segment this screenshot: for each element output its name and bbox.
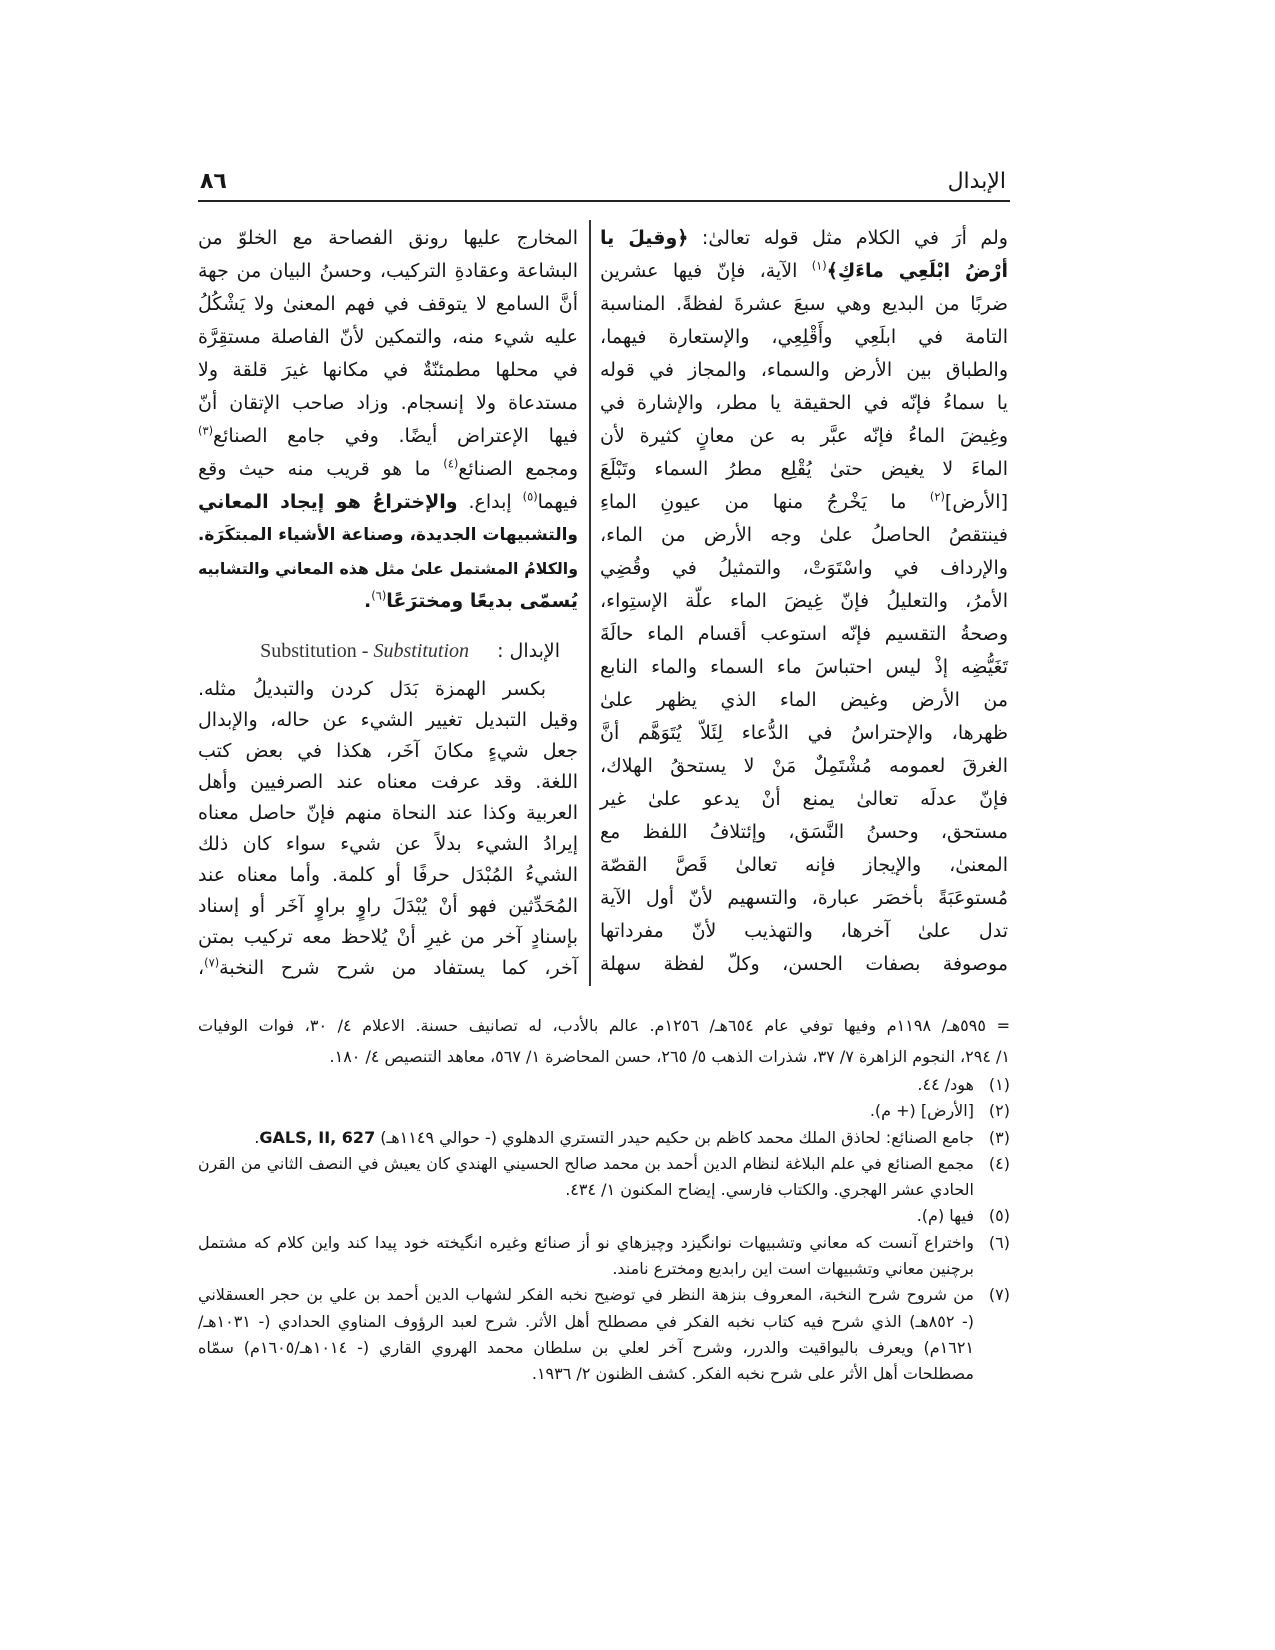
text-run: موصوفة بصفات الحسن، وكلّ لفظة سهلة xyxy=(600,953,1008,975)
text-line xyxy=(198,829,578,860)
line-content xyxy=(198,525,578,545)
line-content xyxy=(198,740,578,762)
line-content xyxy=(600,326,1008,348)
footnote-marker: (١) xyxy=(988,1075,1010,1094)
running-title: الإبدال xyxy=(947,169,1006,194)
line-content xyxy=(198,458,578,480)
text-run: وغِيضَ الماءُ فإنّه عبَّر به عن معانٍ كثيرة لأن xyxy=(600,425,1008,447)
text-run: العربية وكذا عند النحاة منهم فإنّ حاصل معناه xyxy=(198,802,578,824)
text-run: تَغَيُّضِه إذْ ليس احتباسَ ماء السماء والماء النابع xyxy=(600,656,1008,678)
text-run: ، xyxy=(198,957,205,979)
line-content xyxy=(254,1128,974,1147)
text-run: جعل شيءٍ مكانَ آخَر، هكذا في بعض كتب xyxy=(198,740,578,762)
text-line xyxy=(198,891,578,922)
text-line xyxy=(198,1309,974,1335)
bold-text: يُسمّى بديعًا ومخترَعًا xyxy=(386,590,578,612)
footnote-body xyxy=(198,1098,974,1124)
line-content xyxy=(600,557,1008,579)
text-line xyxy=(600,750,1008,783)
text-run: هود/ ٤٤. xyxy=(917,1075,974,1094)
line-content xyxy=(600,359,1008,381)
line-content xyxy=(198,559,578,578)
text-run: واختراع آنست كه معاني وتشبيهات نوانگيزد وچيزهاي نو أز صنائع وغيره انگيخته خود پيدا كند واين كلام كه مشتمل xyxy=(198,1232,974,1252)
text-line xyxy=(198,222,578,255)
text-line xyxy=(198,321,578,354)
line-content xyxy=(198,709,578,731)
text-line xyxy=(198,1282,974,1308)
footnote-marker: (٦) xyxy=(988,1232,1010,1252)
line-content xyxy=(917,1075,974,1094)
bold-text: . xyxy=(364,590,372,612)
line-content xyxy=(198,678,546,700)
text-run: [الأرض] xyxy=(944,491,1008,513)
text-run: الأمرُ، والتعليلُ فإنّ غِيضَ الماء علّة الإستِواء، xyxy=(600,590,1008,612)
line-content xyxy=(532,1364,974,1383)
line-content xyxy=(198,864,578,886)
line-content xyxy=(600,590,1008,612)
text-line xyxy=(198,767,578,798)
english-term-italic: Substitution xyxy=(373,640,470,662)
text-line xyxy=(198,953,578,984)
text-line xyxy=(600,420,1008,453)
line-content xyxy=(198,491,578,513)
text-run: فيهما xyxy=(537,491,578,513)
text-run: ما يَخْرجُ منها من عيونِ الماءِ xyxy=(600,491,930,513)
footnote-marker: (٢) xyxy=(988,1101,1010,1121)
footnote-marker: (٣) xyxy=(988,1127,1010,1147)
line-content xyxy=(600,656,1008,678)
text-run: . xyxy=(254,1127,260,1147)
footnote-body xyxy=(198,1151,974,1204)
text-line xyxy=(198,1256,974,1282)
line-content xyxy=(600,953,1008,975)
text-line xyxy=(198,1203,974,1229)
text-line xyxy=(600,618,1008,651)
line-content xyxy=(600,755,1008,777)
line-content xyxy=(198,227,578,249)
text-run: جامع الصنائع: لحاذق الملك محمد كاظم بن حكيم حيدر التستري الدهلوي (- حوالي ١١٤٩هـ) xyxy=(375,1127,974,1147)
footnote-marker: (٥) xyxy=(988,1206,1010,1226)
entry-heading xyxy=(198,634,578,668)
text-run: يا سماءُ فإنّه في الحقيقة يا مطر، والإشارة في xyxy=(600,392,1008,414)
line-content xyxy=(600,458,1008,480)
footnote-body xyxy=(198,1230,974,1283)
text-run: ما هو قريب منه حيث وقع xyxy=(198,458,444,480)
line-content xyxy=(198,1285,974,1304)
line-content xyxy=(198,359,578,381)
line-content xyxy=(600,392,1008,414)
bold-text: والتشبيهات الجديدة، وصناعة الأشياء المبتكَرَة. xyxy=(197,525,578,545)
text-line xyxy=(600,882,1008,915)
text-run: الشيءُ المُبْدَل حرفًا أو كلمة. وأما معناه عند xyxy=(198,864,578,886)
footnote xyxy=(198,1151,1010,1204)
text-run: برچنين معاني وتشبيهات است اين رابديع ومخترع نامند. xyxy=(612,1259,974,1279)
text-line xyxy=(600,354,1008,387)
footnote-continuation xyxy=(198,1010,1010,1072)
line-content xyxy=(198,833,578,855)
text-run: تدل علىٰ آخرها، والتهذيب لأنّ مفرداتها xyxy=(600,920,1008,942)
footnote-ref: (٤) xyxy=(443,456,459,471)
footnote-body xyxy=(198,1072,974,1098)
text-run: وقيل التبديل تغيير الشيء عن حاله، والإبدال xyxy=(198,709,578,731)
text-run: من شروح شرح النخبة، المعروف بنزهة النظر في توضيح نخبه الفكر لشهاب الدين أحمد بن علي بن حجر العسقلاني xyxy=(198,1285,974,1305)
column-divider xyxy=(589,220,591,986)
line-content xyxy=(330,1047,1010,1066)
footnote-ref: (٢) xyxy=(929,489,945,504)
line-content xyxy=(198,771,578,793)
line-content xyxy=(198,1233,974,1252)
text-line xyxy=(198,387,578,420)
text-run: والإرداف في واسْتَوَتْ، والتمثيلُ في وقُضِي xyxy=(600,557,1008,579)
text-run: الحادي عشر الهجري. والكتاب فارسي. إيضاح المكنون ١/ ٤٣٤. xyxy=(565,1180,974,1200)
text-run: عليه شيء منه، والتمكين لأنّ الفاصلة مستقِرَّة xyxy=(198,326,578,348)
line-content xyxy=(600,524,1008,546)
line-content xyxy=(600,722,1008,744)
text-run: مُستوعَبَةً بأخصَر عبارة، والتسهيم لأنّ أول الآية xyxy=(600,887,1008,909)
text-run: ضربًا من البديع وهي سبعَ عشرةَ لفظةً. المناسبة xyxy=(600,293,1008,315)
text-run: مستدعاة ولا إنسجام. وزاد صاحب الإتقان أنّ xyxy=(198,392,578,414)
english-term: Substitution xyxy=(260,640,357,662)
footnote xyxy=(198,1098,1010,1124)
line-content xyxy=(198,1312,974,1331)
text-line xyxy=(600,915,1008,948)
footnote-marker: (٤) xyxy=(988,1153,1010,1173)
text-line xyxy=(198,1361,974,1387)
left-column-bottom xyxy=(198,674,578,984)
text-run: الآية، فإنّ فيها عشرين xyxy=(600,260,812,282)
line-content xyxy=(198,1154,974,1173)
line-content xyxy=(198,326,578,348)
text-run: مستحق، وحسنُ النَّسَق، وإئتلافُ اللفظ مع xyxy=(600,821,1008,843)
bold-text: GALS, II, 627 xyxy=(259,1127,376,1147)
text-run: بكسر الهمزة بَدَل كردن والتبديلُ مثله. xyxy=(198,678,546,700)
text-run: فيها (م). xyxy=(916,1206,974,1226)
text-run: من الأرض وغيض الماء الذي يظهر علىٰ xyxy=(600,689,1008,711)
text-run: أنَّ السامع لا يتوقف في فهم المعنىٰ ولا يَشْكُلُ xyxy=(198,293,578,315)
footnote-body xyxy=(198,1125,974,1151)
text-line xyxy=(198,798,578,829)
text-run: مجمع الصنائع في علم البلاغة لنظام الدين أحمد بن محمد صالح الحسيني الهندي كان يعيش في النصف الثاني من القرن xyxy=(198,1153,974,1173)
line-content xyxy=(917,1206,974,1225)
line-content xyxy=(600,227,1008,249)
line-content xyxy=(198,425,578,447)
text-run: البشاعة وعقادةِ التركيب، وحسنُ البيان من جهة xyxy=(198,260,578,282)
bold-text: ﴿وقيلَ يا xyxy=(600,227,689,249)
text-run: مصطلحات أهل الأثر على شرح نخبه الفكر. كشف الظنون ٢/ ١٩٣٦. xyxy=(531,1364,974,1384)
english-separator: - xyxy=(356,640,374,662)
text-run: والطباق بين الأرض والسماء، والمجاز في قوله xyxy=(600,359,1008,381)
text-line xyxy=(198,585,578,618)
text-line xyxy=(600,519,1008,552)
line-content xyxy=(600,623,1008,645)
text-line xyxy=(600,651,1008,684)
line-content xyxy=(600,920,1008,942)
text-run: (- ٨٥٢هـ) الذي شرح فيه كتاب نخبه الفكر في مصطلح أهل الأثر. شرح لعبد الرؤوف المناوي الحدادي (- ١٠٣١هـ/ xyxy=(198,1311,974,1331)
footnote-body xyxy=(198,1282,974,1387)
text-line xyxy=(198,420,578,453)
line-content xyxy=(198,260,578,282)
text-run: بإسنادٍ آخر من غيرِ أنْ يُلاحظ معه تركيب بمتن xyxy=(198,926,578,948)
footnote xyxy=(198,1282,1010,1387)
line-content xyxy=(600,689,1008,711)
text-line xyxy=(198,1335,974,1361)
text-line xyxy=(198,674,578,705)
line-content xyxy=(612,1259,974,1278)
line-content xyxy=(600,854,1008,876)
line-content xyxy=(565,1180,974,1199)
text-line xyxy=(198,1041,1010,1072)
text-line xyxy=(600,948,1008,981)
text-run: الماءَ لا يغيض حتىٰ يُقْلِع مطرُ السماء وتَبْلَعَ xyxy=(600,458,1008,480)
text-line xyxy=(198,255,578,288)
line-content xyxy=(198,1338,974,1357)
text-run: فينتقصُ الحاصلُ علىٰ وجه الأرض من الماء، xyxy=(600,524,1008,546)
footnote xyxy=(198,1230,1010,1283)
footnote-ref: (٦) xyxy=(371,588,387,603)
text-line xyxy=(198,486,578,519)
text-run: ومجمع الصنائع xyxy=(458,458,578,480)
text-line xyxy=(198,552,578,585)
footnote-ref: (٥) xyxy=(522,489,538,504)
text-run: فيها الإعتراض أيضًا. وفي جامع الصنائع xyxy=(213,425,578,447)
footnote-ref: (١) xyxy=(811,258,827,273)
text-run: آخر، كما يستفاد من شرح شرح النخبة xyxy=(219,957,578,979)
text-line xyxy=(600,585,1008,618)
text-line xyxy=(600,486,1008,519)
text-line xyxy=(600,552,1008,585)
text-line xyxy=(600,783,1008,816)
line-content xyxy=(600,260,1008,282)
line-content xyxy=(198,926,578,948)
running-head xyxy=(198,166,1010,198)
footnote-ref: (٣) xyxy=(198,423,214,438)
text-line xyxy=(600,288,1008,321)
text-run: إبداع. xyxy=(457,491,523,513)
text-line xyxy=(600,255,1008,288)
text-run: في محلها مطمئنّةٌ في مكانها غيرَ قلقة ولا xyxy=(198,359,578,381)
footnote-marker: (٧) xyxy=(988,1285,1010,1305)
line-content xyxy=(198,957,578,979)
entry-term-arabic: الإبدال : xyxy=(497,640,560,662)
text-run: = ٥٩٥هـ/ ١١٩٨م وفيها توفي عام ٦٥٤هـ/ ١٢٥٦م. عالم بالأدب، له تصانيف حسنة. الاعلام ٤/ ٣٠، فوات الوفيات xyxy=(198,1016,1010,1035)
footnotes xyxy=(198,1072,1010,1388)
text-run: المعنىٰ، والإيجاز فإنه تعالىٰ قَصَّ القصّة xyxy=(600,854,1008,876)
header-rule xyxy=(198,200,1010,202)
bold-text: والكلامُ المشتمل علىٰ مثل هذه المعاني والتشابيه xyxy=(198,559,578,578)
text-line xyxy=(600,717,1008,750)
text-line xyxy=(600,684,1008,717)
text-run: ظهرها، والإحتراسُ في الدُّعاء لِئَلاّ يُتَوَهَّم أنَّ xyxy=(600,722,1008,744)
footnote xyxy=(198,1203,1010,1229)
line-content xyxy=(198,293,578,315)
text-line xyxy=(600,453,1008,486)
page-number: ٨٦ xyxy=(200,169,227,194)
entry-term-english xyxy=(260,640,469,662)
footnote xyxy=(198,1125,1010,1151)
text-line xyxy=(198,705,578,736)
text-line xyxy=(198,354,578,387)
text-line xyxy=(198,453,578,486)
text-line xyxy=(600,321,1008,354)
text-line xyxy=(600,222,1008,255)
text-run: الغرقَ لعمومه مُشْتَمِلٌ مَنْ لا يستحقُ الهلاك، xyxy=(600,755,1008,777)
line-content xyxy=(600,491,1008,513)
text-line xyxy=(600,816,1008,849)
text-run: ١٦٢١م) ويعرف باليواقيت والدرر، وشرح آخر لعلي بن سلطان محمد الهروي القاري (- ١٠١٤هـ/١٦٠٥م) سمّاه xyxy=(198,1337,974,1357)
text-line xyxy=(198,1177,974,1203)
left-column-top xyxy=(198,222,578,618)
text-run: ١/ ٢٩٤، النجوم الزاهرة ٧/ ٣٧، شذرات الذهب ٥/ ٢٦٥، حسن المحاضرة ١/ ٥٦٧، معاهد التنصيص ٤/ ١٨٠. xyxy=(329,1047,1010,1066)
text-run: وصحةُ التقسيم فإنّه استوعب أقسام الماء حالَةَ xyxy=(600,623,1008,645)
text-run: ولم أرَ في الكلام مثل قوله تعالىٰ: xyxy=(688,227,1008,249)
text-line xyxy=(600,387,1008,420)
footnote-body xyxy=(198,1203,974,1229)
text-line xyxy=(198,1098,974,1124)
text-line xyxy=(198,1010,1010,1041)
text-line xyxy=(198,519,578,552)
line-content xyxy=(600,425,1008,447)
line-content xyxy=(198,392,578,414)
line-content xyxy=(600,821,1008,843)
text-line xyxy=(600,849,1008,882)
text-run: المخارج عليها رونق الفصاحة مع الخلوّ من xyxy=(198,227,578,249)
line-content xyxy=(198,1016,1010,1035)
bold-text: أرْضُ ابْلَعِي ماءَكِ﴾ xyxy=(826,260,1009,282)
text-line xyxy=(198,1230,974,1256)
line-content xyxy=(600,887,1008,909)
text-line xyxy=(198,1125,974,1151)
footnote xyxy=(198,1072,1010,1098)
line-content xyxy=(198,802,578,824)
text-line xyxy=(198,860,578,891)
text-line xyxy=(198,1072,974,1098)
line-content xyxy=(600,293,1008,315)
text-line xyxy=(198,1151,974,1177)
footnote-ref: (٧) xyxy=(204,955,220,970)
text-run: [الأرض] (+ م). xyxy=(869,1101,974,1121)
line-content xyxy=(600,788,1008,810)
text-run: إيرادُ الشيء بدلاً عن شيء سواء كان ذلك xyxy=(198,833,578,855)
text-run: التامة في ابلَعِي وأَقْلِعِي، والإستعارة فيهما، xyxy=(600,326,1008,348)
line-content xyxy=(364,590,578,612)
line-content xyxy=(870,1101,974,1120)
line-content xyxy=(198,895,578,917)
text-run: فإنّ عدلَه تعالىٰ يمنع أنْ يدعو علىٰ غير xyxy=(600,788,1008,810)
right-column xyxy=(600,222,1008,981)
bold-text: والإختراعُ هو إيجاد المعاني xyxy=(198,491,458,513)
text-line xyxy=(198,922,578,953)
text-run: اللغة. وقد عرفت معناه عند الصرفيين وأهل xyxy=(198,771,578,793)
text-line xyxy=(198,736,578,767)
text-run: المُحَدِّثين فهو أنْ يُبْدَلَ راوٍ براوٍ آخَر أو إسناد xyxy=(198,895,578,917)
text-line xyxy=(198,288,578,321)
